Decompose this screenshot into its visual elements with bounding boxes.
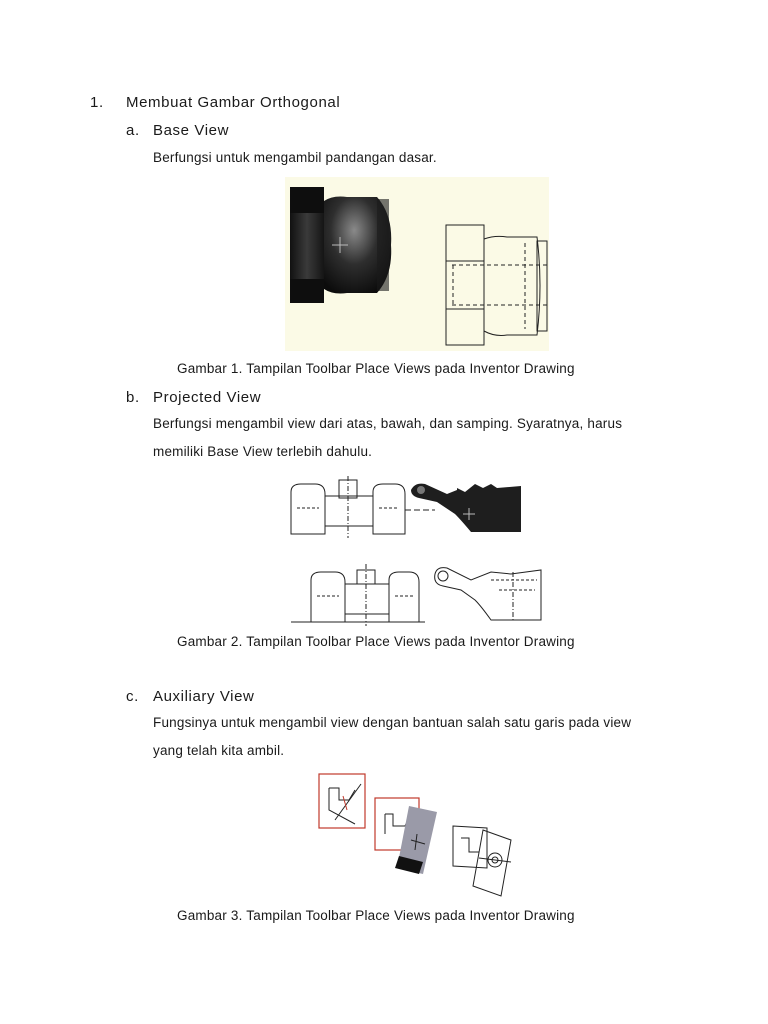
subsection-a-letter: a.: [126, 122, 140, 139]
auxiliary-view-description-line2: yang telah kita ambil.: [153, 743, 285, 758]
section-title: Membuat Gambar Orthogonal: [126, 94, 341, 111]
figure-1-base-view: [285, 177, 549, 351]
auxiliary-step-3-result: [453, 826, 511, 896]
shaded-part-view: [290, 187, 391, 303]
figure-1-caption: Gambar 1. Tampilan Toolbar Place Views pada Inventor Drawing: [177, 361, 575, 376]
figure-2-projected-view: [285, 470, 550, 630]
projected-bottom-view: [291, 564, 425, 626]
figure-3-drawing: [315, 770, 525, 900]
section-number: 1.: [90, 94, 104, 111]
figure-1-drawing: [285, 177, 549, 351]
auxiliary-view-description-line1: Fungsinya untuk mengambil view dengan bantuan salah satu garis pada view: [153, 715, 632, 730]
figure-2-drawing: [285, 470, 550, 630]
projected-view-description-line2: memiliki Base View terlebih dahulu.: [153, 444, 373, 459]
wireframe-part-view: [446, 225, 547, 345]
auxiliary-step-2-frame: [375, 798, 437, 874]
subsection-b-letter: b.: [126, 389, 140, 406]
projected-view-description-line1: Berfungsi mengambil view dari atas, bawah, dan samping. Syaratnya, harus: [153, 416, 623, 431]
projected-iso-wire-view: [435, 568, 541, 620]
auxiliary-step-1-frame: [319, 774, 365, 828]
figure-3-caption: Gambar 3. Tampilan Toolbar Place Views pada Inventor Drawing: [177, 908, 575, 923]
subsection-b-title: Projected View: [153, 389, 262, 406]
projected-front-view: [291, 476, 435, 538]
base-view-description: Berfungsi untuk mengambil pandangan dasar.: [153, 150, 437, 165]
subsection-a-title: Base View: [153, 122, 229, 139]
projected-shaded-side-view: [411, 484, 521, 532]
subsection-c-letter: c.: [126, 688, 139, 705]
subsection-c-title: Auxiliary View: [153, 688, 255, 705]
figure-2-caption: Gambar 2. Tampilan Toolbar Place Views pada Inventor Drawing: [177, 634, 575, 649]
figure-3-auxiliary-view: [315, 770, 525, 900]
